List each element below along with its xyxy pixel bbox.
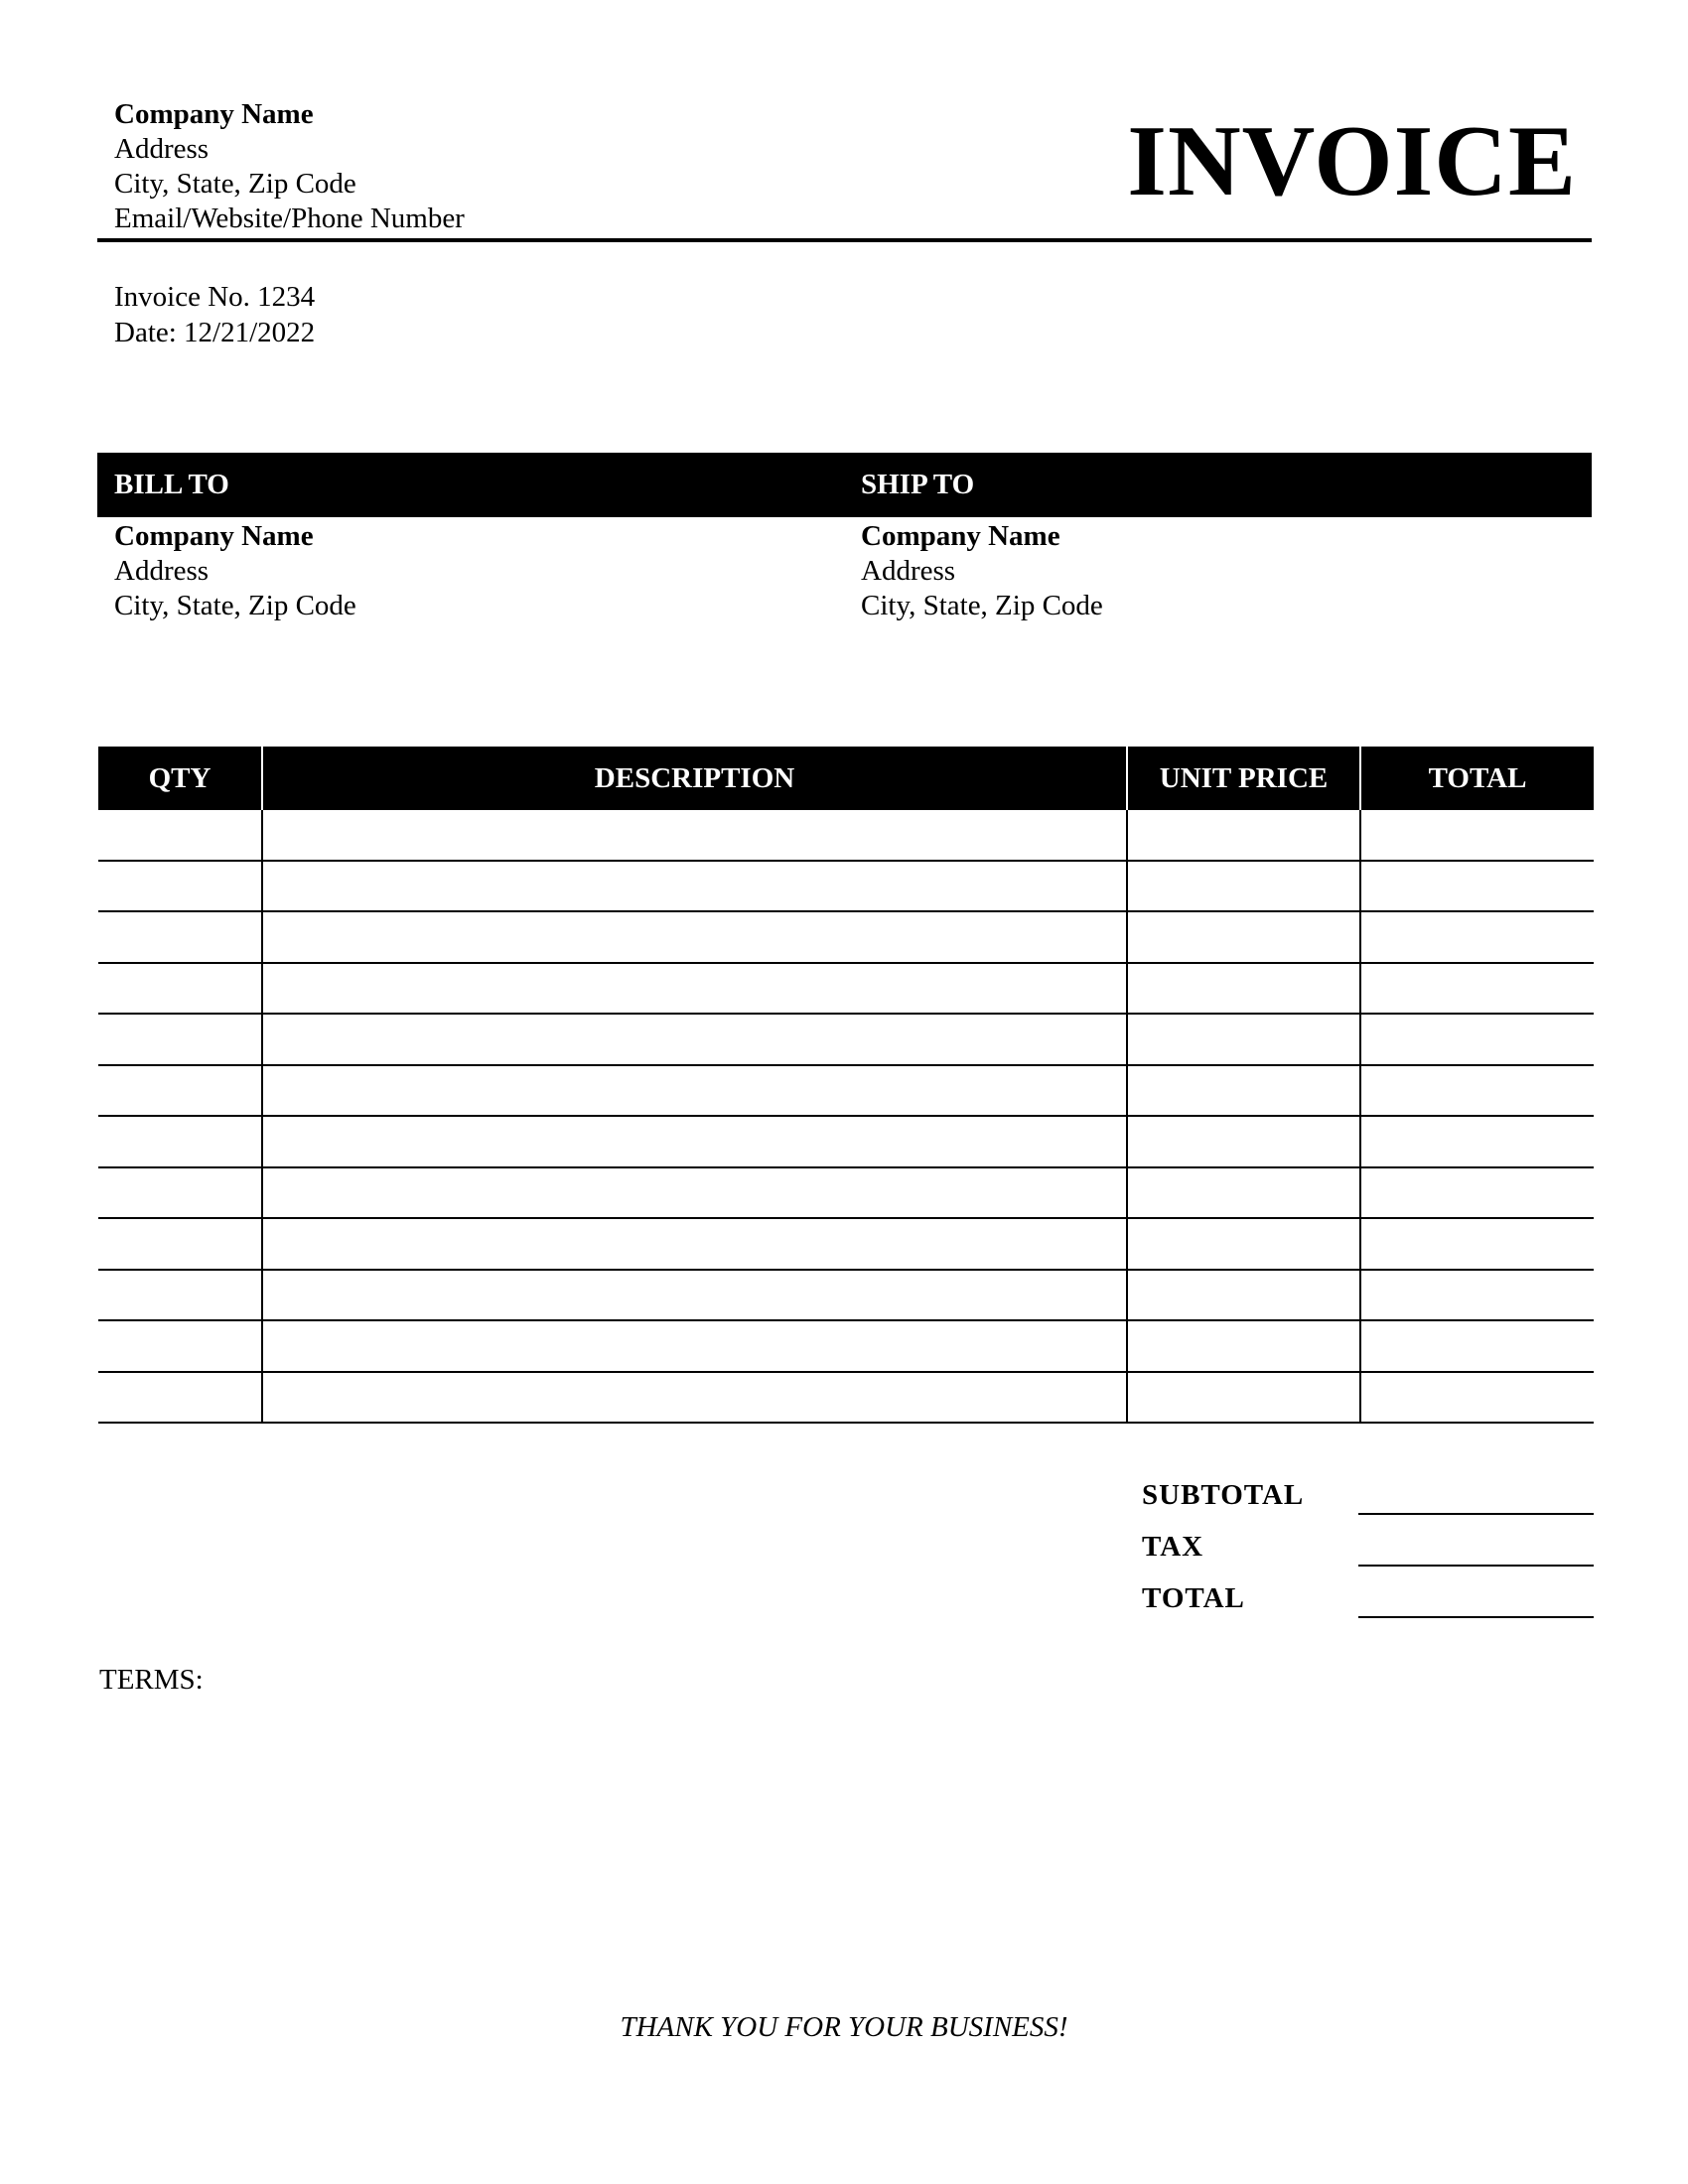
description-cell[interactable] [262,1014,1127,1065]
total-cell[interactable] [1360,1270,1594,1321]
table-row [98,911,1594,963]
invoice-number: Invoice No. 1234 [114,281,316,313]
subtotal-value-line[interactable] [1358,1513,1594,1515]
table-row [98,1014,1594,1065]
qty-cell[interactable] [98,911,262,963]
table-row [98,1065,1594,1117]
table-row [98,1167,1594,1219]
unit-price-cell[interactable] [1127,1218,1360,1270]
qty-cell[interactable] [98,810,262,861]
unit-price-cell[interactable] [1127,810,1360,861]
total-row [1142,1582,1594,1634]
table-row [98,861,1594,912]
table-row [98,1320,1594,1372]
items-table [98,747,1594,1424]
column-header-unit-price: UNIT PRICE [1127,747,1360,810]
invoice-title: INVOICE [1127,105,1577,217]
unit-price-cell[interactable] [1127,1372,1360,1424]
qty-cell[interactable] [98,1320,262,1372]
description-cell[interactable] [262,810,1127,861]
total-cell[interactable] [1360,1014,1594,1065]
unit-price-cell[interactable] [1127,1167,1360,1219]
total-cell[interactable] [1360,810,1594,861]
qty-cell[interactable] [98,861,262,912]
total-cell[interactable] [1360,911,1594,963]
invoice-date: Date: 12/21/2022 [114,317,316,348]
header-divider [97,238,1592,242]
subtotal-label: SUBTOTAL [1142,1479,1305,1511]
unit-price-cell[interactable] [1127,1065,1360,1117]
ship-to-heading: SHIP TO [861,469,975,500]
description-cell[interactable] [262,1116,1127,1167]
table-row [98,810,1594,861]
unit-price-cell[interactable] [1127,861,1360,912]
qty-cell[interactable] [98,1167,262,1219]
tax-label: TAX [1142,1531,1204,1563]
table-row [98,1372,1594,1424]
thank-you-message: THANK YOU FOR YOUR BUSINESS! [620,2011,1068,2043]
company-address: Address [114,133,210,165]
total-cell[interactable] [1360,1167,1594,1219]
description-cell[interactable] [262,1372,1127,1424]
bill-to-address: Address [114,555,210,587]
total-cell[interactable] [1360,861,1594,912]
description-cell[interactable] [262,1270,1127,1321]
unit-price-cell[interactable] [1127,911,1360,963]
qty-cell[interactable] [98,1065,262,1117]
description-cell[interactable] [262,1167,1127,1219]
column-header-description: DESCRIPTION [262,747,1127,810]
ship-to-address: Address [861,555,956,587]
qty-cell[interactable] [98,1372,262,1424]
unit-price-cell[interactable] [1127,963,1360,1015]
total-cell[interactable] [1360,1116,1594,1167]
total-cell[interactable] [1360,1218,1594,1270]
company-city-state-zip: City, State, Zip Code [114,168,356,200]
address-header-bar [97,453,1592,517]
unit-price-cell[interactable] [1127,1320,1360,1372]
company-block [114,97,465,236]
ship-to-city-state-zip: City, State, Zip Code [861,590,1103,621]
table-row [98,963,1594,1015]
qty-cell[interactable] [98,1218,262,1270]
items-table-container [98,747,1594,1424]
company-name: Company Name [114,98,314,130]
ship-to-block [861,519,1103,623]
totals-block [1142,1479,1594,1634]
description-cell[interactable] [262,1320,1127,1372]
column-header-qty: QTY [98,747,262,810]
bill-to-company-name: Company Name [114,520,314,552]
ship-to-company-name: Company Name [861,520,1060,552]
total-cell[interactable] [1360,1372,1594,1424]
description-cell[interactable] [262,911,1127,963]
qty-cell[interactable] [98,1014,262,1065]
total-cell[interactable] [1360,963,1594,1015]
bill-to-block [114,519,356,623]
qty-cell[interactable] [98,963,262,1015]
items-body [98,810,1594,1423]
table-row [98,1218,1594,1270]
total-label: TOTAL [1142,1582,1245,1614]
unit-price-cell[interactable] [1127,1116,1360,1167]
description-cell[interactable] [262,1065,1127,1117]
column-header-total: TOTAL [1360,747,1594,810]
invoice-meta [114,279,315,350]
description-cell[interactable] [262,861,1127,912]
total-cell[interactable] [1360,1320,1594,1372]
company-contact: Email/Website/Phone Number [114,203,465,234]
qty-cell[interactable] [98,1116,262,1167]
table-row [98,1116,1594,1167]
bill-to-heading: BILL TO [114,469,229,500]
unit-price-cell[interactable] [1127,1014,1360,1065]
tax-value-line[interactable] [1358,1565,1594,1567]
description-cell[interactable] [262,963,1127,1015]
terms-label: TERMS: [99,1664,204,1696]
unit-price-cell[interactable] [1127,1270,1360,1321]
tax-row [1142,1531,1594,1582]
table-row [98,1270,1594,1321]
bill-to-city-state-zip: City, State, Zip Code [114,590,356,621]
items-header-row [98,747,1594,810]
description-cell[interactable] [262,1218,1127,1270]
subtotal-row [1142,1479,1594,1531]
qty-cell[interactable] [98,1270,262,1321]
total-value-line[interactable] [1358,1616,1594,1618]
total-cell[interactable] [1360,1065,1594,1117]
